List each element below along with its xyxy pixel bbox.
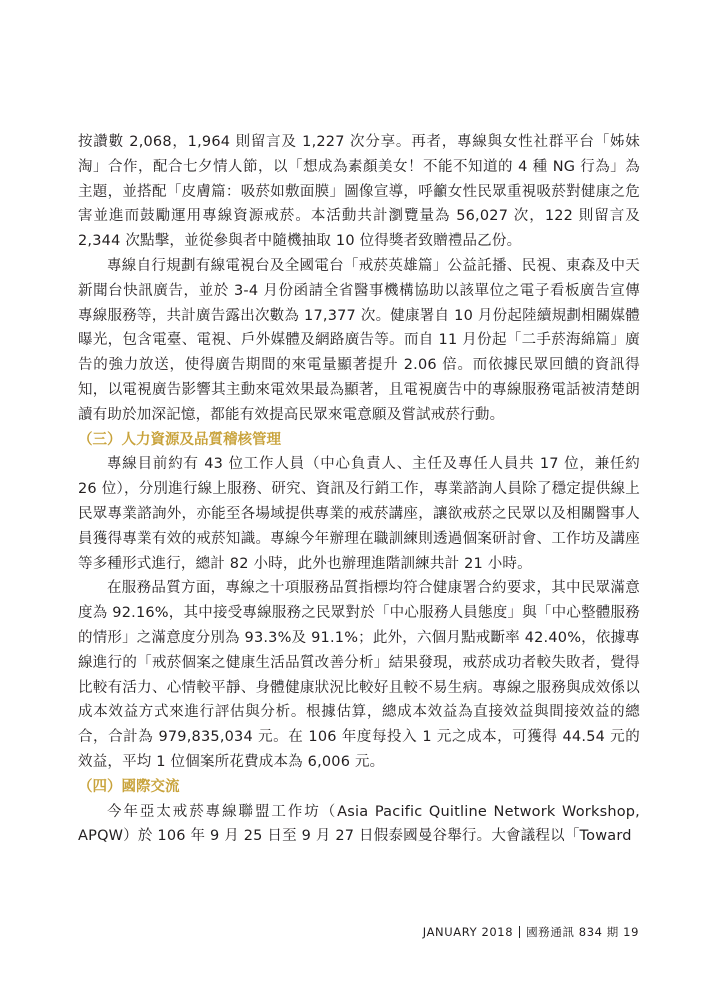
paragraph-1: 按讚數 2,068，1,964 則留言及 1,227 次分享。再者，專線與女性社群平台「姊妹淘」合作，配合七夕情人節，以「想成為素顏美女！不能不知道的 4 種 NG 行為」為主題，並搭配「皮膚篇：吸菸如敷面膜」圖像宣導，呼籲女性民眾重視吸菸對健康之危害並進而鼓勵運用專線資源戒菸。本活動共計瀏覽量為 56,027 次，122 則留言及 2,344 次點擊，並從參與者中隨機抽取 10 位得獎者致贈禮品乙份。 — [78, 134, 640, 250]
paragraph-3: 專線目前約有 43 位工作人員（中心負責人、主任及專任人員共 17 位，兼任約 26 位），分別進行線上服務、研究、資訊及行銷工作，專業諮詢人員除了穩定提供線上民眾專業諮詢外，亦能至各場域提供專業的戒菸講座，讓欲戒菸之民眾以及相關醫事人員獲得專業有效的戒菸知識。專線今年辦理在職訓練則透過個案研討會、工作坊及講座等多種形式進行，總計 82 小時，此外也辦理進階訓練共計 21 小時。 — [78, 456, 640, 572]
section-heading-3: （三）人力資源及品質稽核管理 — [78, 430, 281, 448]
footer-publication: 國務通訊 834 期 19 — [526, 925, 639, 939]
paragraph-4: 在服務品質方面，專線之十項服務品質指標均符合健康署合約要求，其中民眾滿意度為 92.16%，其中接受專線服務之民眾對於「中心服務人員態度」與「中心整體服務的情形」之滿意度分別為 93.3%及 91.1%；此外，六個月點戒斷率 42.40%，依據專線進行的「戒菸個案之健康生活品質改善分析」結果發現，戒菸成功者較失敗者，覺得比較有活力、心情較平靜、身體健康狀況比較好且較不易生病。專線之服務與成效係以成本效益方式來進行評估與分析。根據估算，總成本效益為直接效益與間接效益的總合，合計為 979,835,034 元。在 106 年度每投入 1 元之成本，可獲得 44.54 元的效益，平均 1 位個案所花費成本為 6,006 元。 — [78, 580, 640, 770]
section-heading-4: （四）國際交流 — [78, 777, 180, 795]
paragraph-5: 今年亞太戒菸專線聯盟工作坊（Asia Pacific Quitline Network Workshop, APQW）於 106 年 9 月 25 日至 9 月 27 日假泰國曼谷舉行。大會議程以「Toward — [78, 803, 640, 845]
page-footer — [423, 924, 639, 940]
paragraph-2: 專線自行規劃有線電視台及全國電台「戒菸英雄篇」公益託播、民視、東森及中天新聞台快訊廣告，並於 3-4 月份函請全省醫事機構協助以該單位之電子看板廣告宣傳專線服務等，共計廣告露出次數為 17,377 次。健康署自 10 月份起陸續規劃相關媒體曝光，包含電臺、電視、戶外媒體及網路廣告等。而自 11 月份起「二手菸海綿篇」廣告的強力放送，使得廣告期間的來電量顯著提升 2.06 倍。而依據民眾回饋的資訊得知，以電視廣告影響其主動來電效果最為顯著，且電視廣告中的專線服務電話被清楚朗讀有助於加深記憶，都能有效提高民眾來電意願及嘗試戒菸行動。 — [78, 257, 640, 423]
footer-divider — [519, 926, 520, 938]
body-content — [78, 130, 640, 849]
footer-issue-date: JANUARY 2018 — [422, 925, 514, 939]
